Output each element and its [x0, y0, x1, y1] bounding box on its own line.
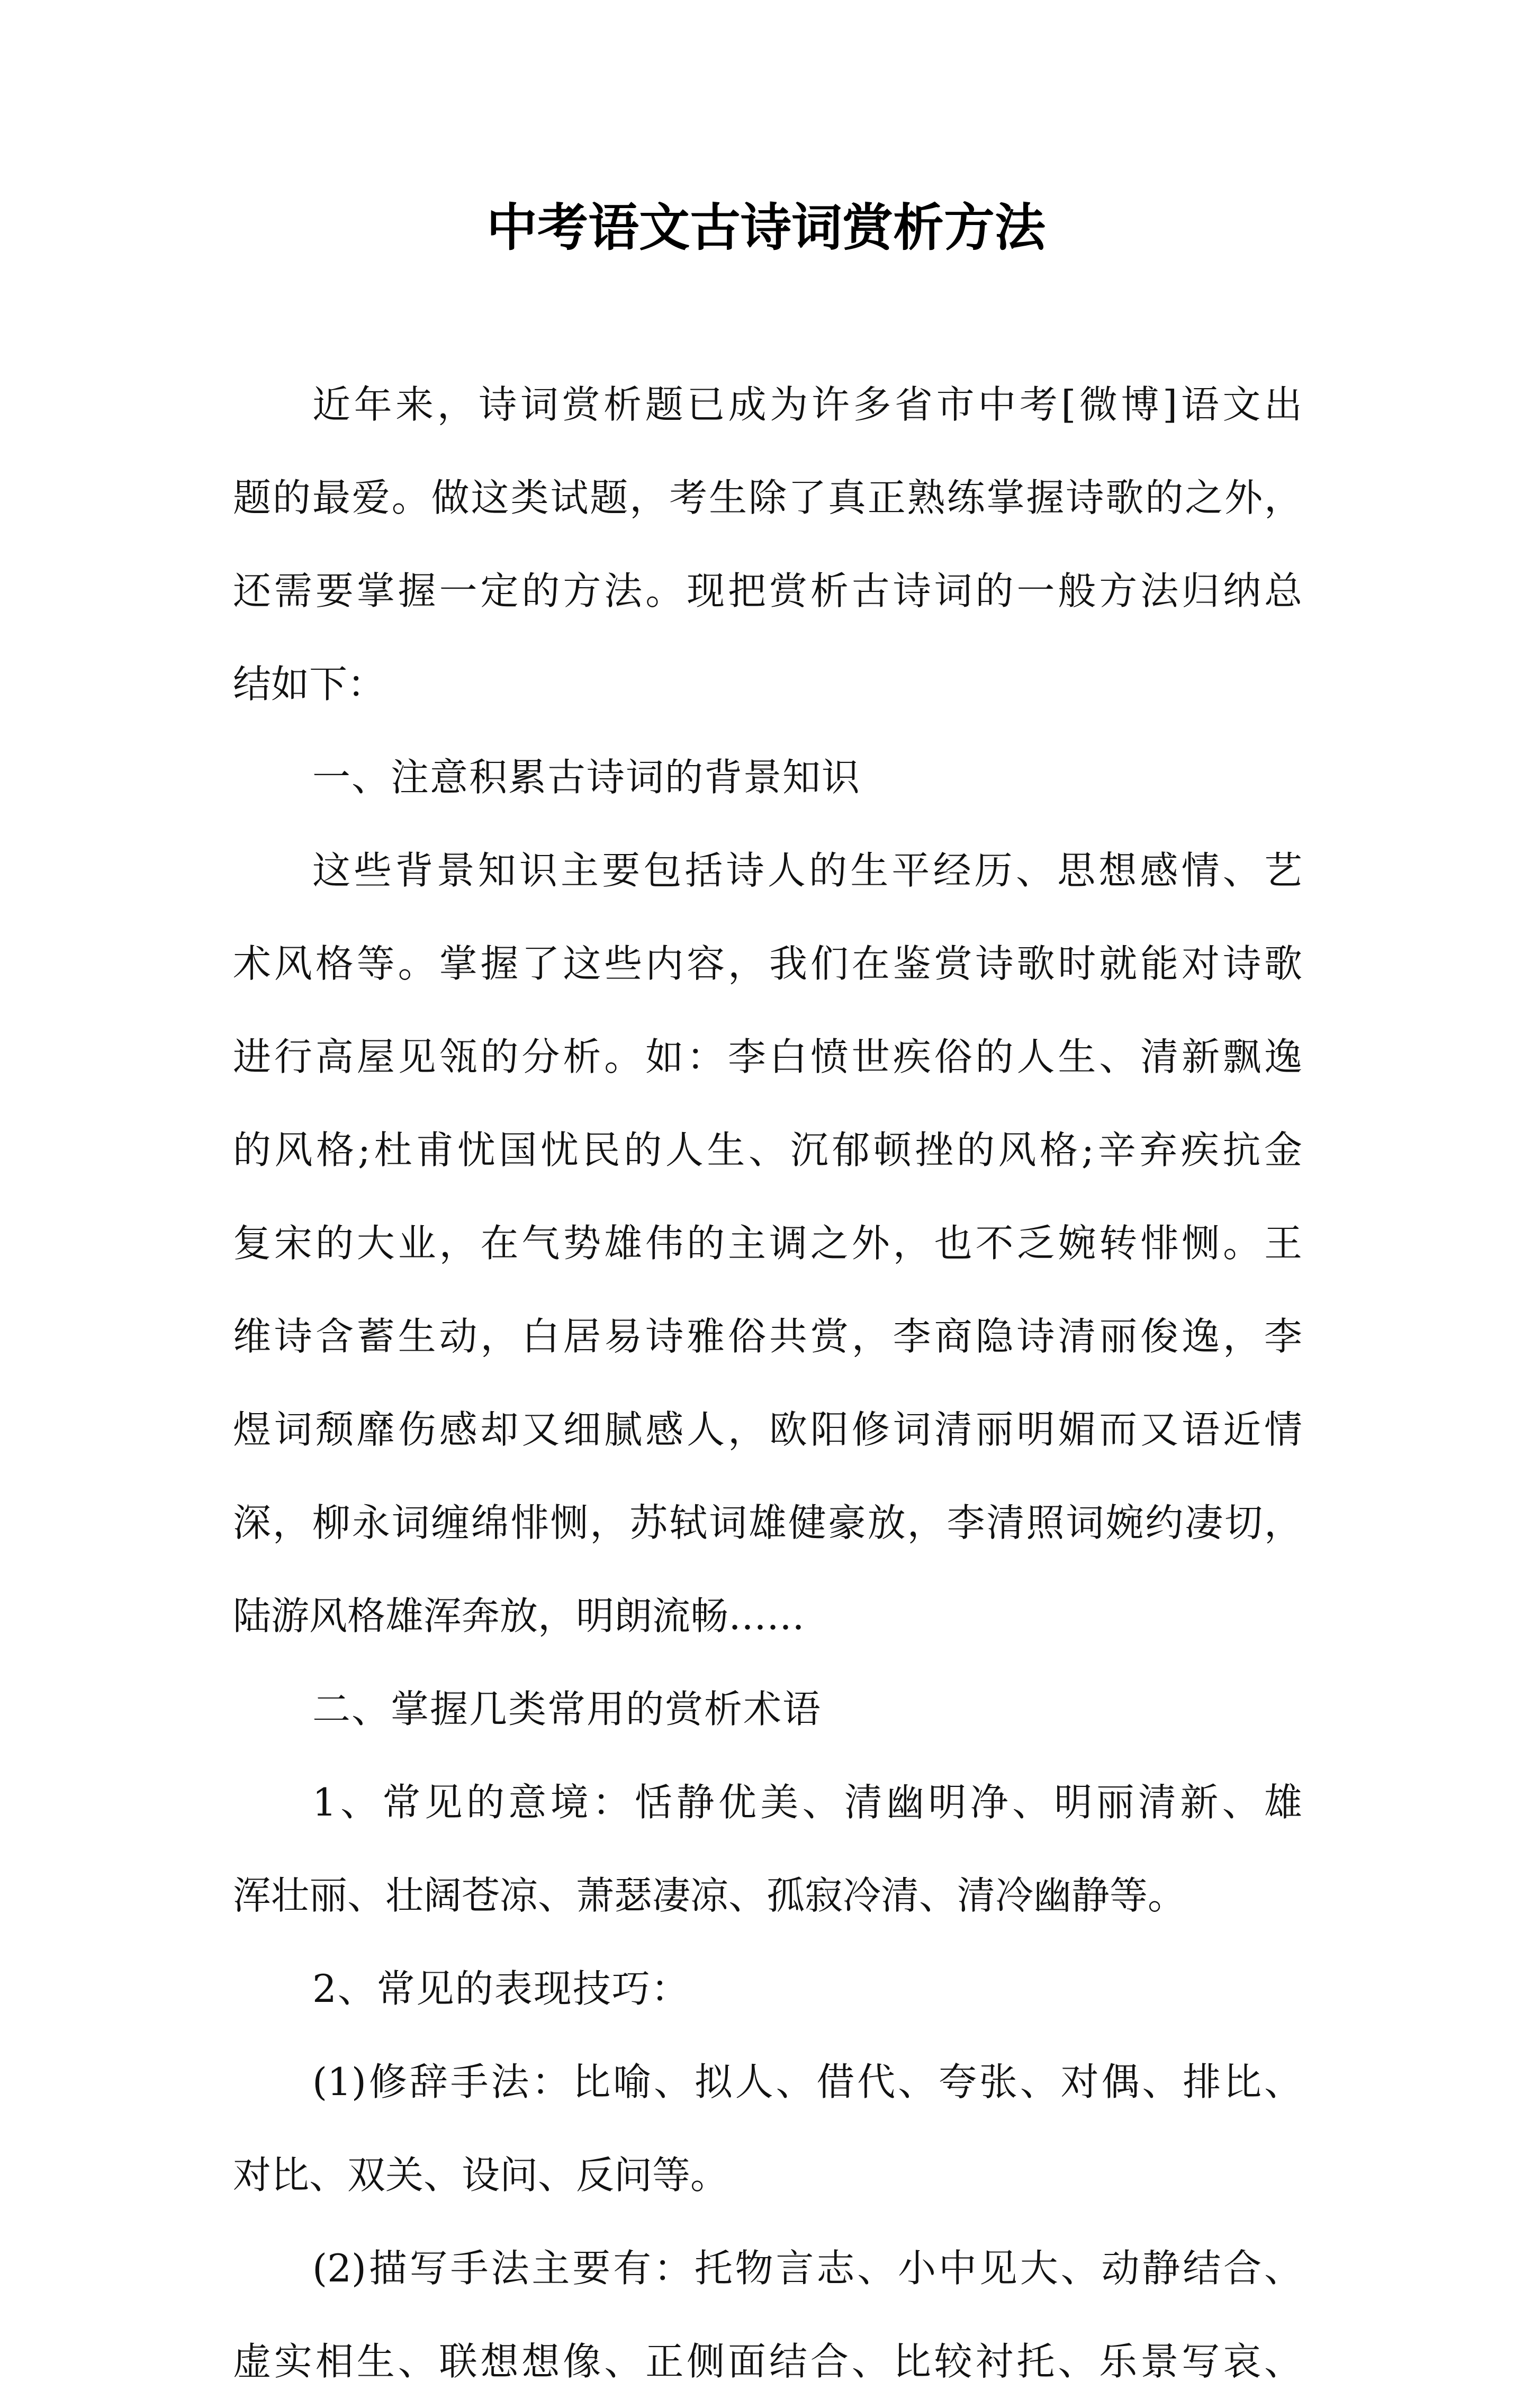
background-paragraph	[233, 824, 1302, 1663]
section-heading-1: 一、注意积累古诗词的背景知识	[312, 755, 861, 799]
text-line: 维诗含蓄生动，白居易诗雅俗共赏，李商隐诗清丽俊逸，李	[233, 1314, 1302, 1359]
rhetoric-paragraph	[233, 2035, 1302, 2222]
text-line: 虚实相生、联想想像、正侧面结合、比较衬托、乐景写哀、	[233, 2339, 1302, 2384]
text-line: 深，柳永词缠绵悱恻，苏轼词雄健豪放，李清照词婉约凄切，	[233, 1500, 1302, 1545]
text-line: 1、常见的意境：恬静优美、清幽明净、明丽清新、雄	[312, 1780, 1302, 1825]
text-line: 复宋的大业，在气势雄伟的主调之外，也不乏婉转悱恻。王	[233, 1221, 1302, 1265]
page-title: 中考语文古诗词赏析方法	[486, 197, 1046, 257]
text-line: 煜词颓靡伤感却又细腻感人，欧阳修词清丽明媚而又语近情	[233, 1407, 1302, 1452]
text-line: 题的最爱。做这类试题，考生除了真正熟练掌握诗歌的之外，	[233, 475, 1302, 520]
text-line: 还需要掌握一定的方法。现把赏析古诗词的一般方法归纳总	[233, 569, 1302, 613]
text-line: 进行高屋见瓴的分析。如：李白愤世疾俗的人生、清新飘逸	[233, 1035, 1302, 1079]
text-line: 这些背景知识主要包括诗人的生平经历、思想感情、艺	[312, 848, 1302, 893]
document-body	[233, 358, 1302, 2408]
imagery-paragraph	[233, 1756, 1302, 1942]
intro-paragraph	[233, 358, 1302, 731]
section-heading-2: 二、掌握几类常用的赏析术语	[312, 1687, 822, 1731]
techniques-heading: 2、常见的表现技巧：	[312, 1966, 690, 2011]
text-line: 浑壮丽、壮阔苍凉、萧瑟凄凉、孤寂冷清、清冷幽静等。	[233, 1873, 1186, 1918]
text-line: 的风格;杜甫忧国忧民的人生、沉郁顿挫的风格;辛弃疾抗金	[233, 1128, 1302, 1172]
text-line: 术风格等。掌握了这些内容，我们在鉴赏诗歌时就能对诗歌	[233, 941, 1302, 986]
text-line: 结如下：	[233, 662, 386, 706]
text-line: (2)描写手法主要有：托物言志、小中见大、动静结合、	[312, 2246, 1302, 2290]
text-line: 陆游风格雄浑奔放，明朗流畅……	[233, 1594, 805, 1638]
text-line: 近年来，诗词赏析题已成为许多省市中考[微博]语文出	[312, 382, 1302, 427]
description-paragraph	[233, 2222, 1302, 2408]
text-line: 对比、双关、设问、反问等。	[233, 2153, 729, 2197]
text-line: (1)修辞手法：比喻、拟人、借代、夸张、对偶、排比、	[312, 2060, 1302, 2104]
